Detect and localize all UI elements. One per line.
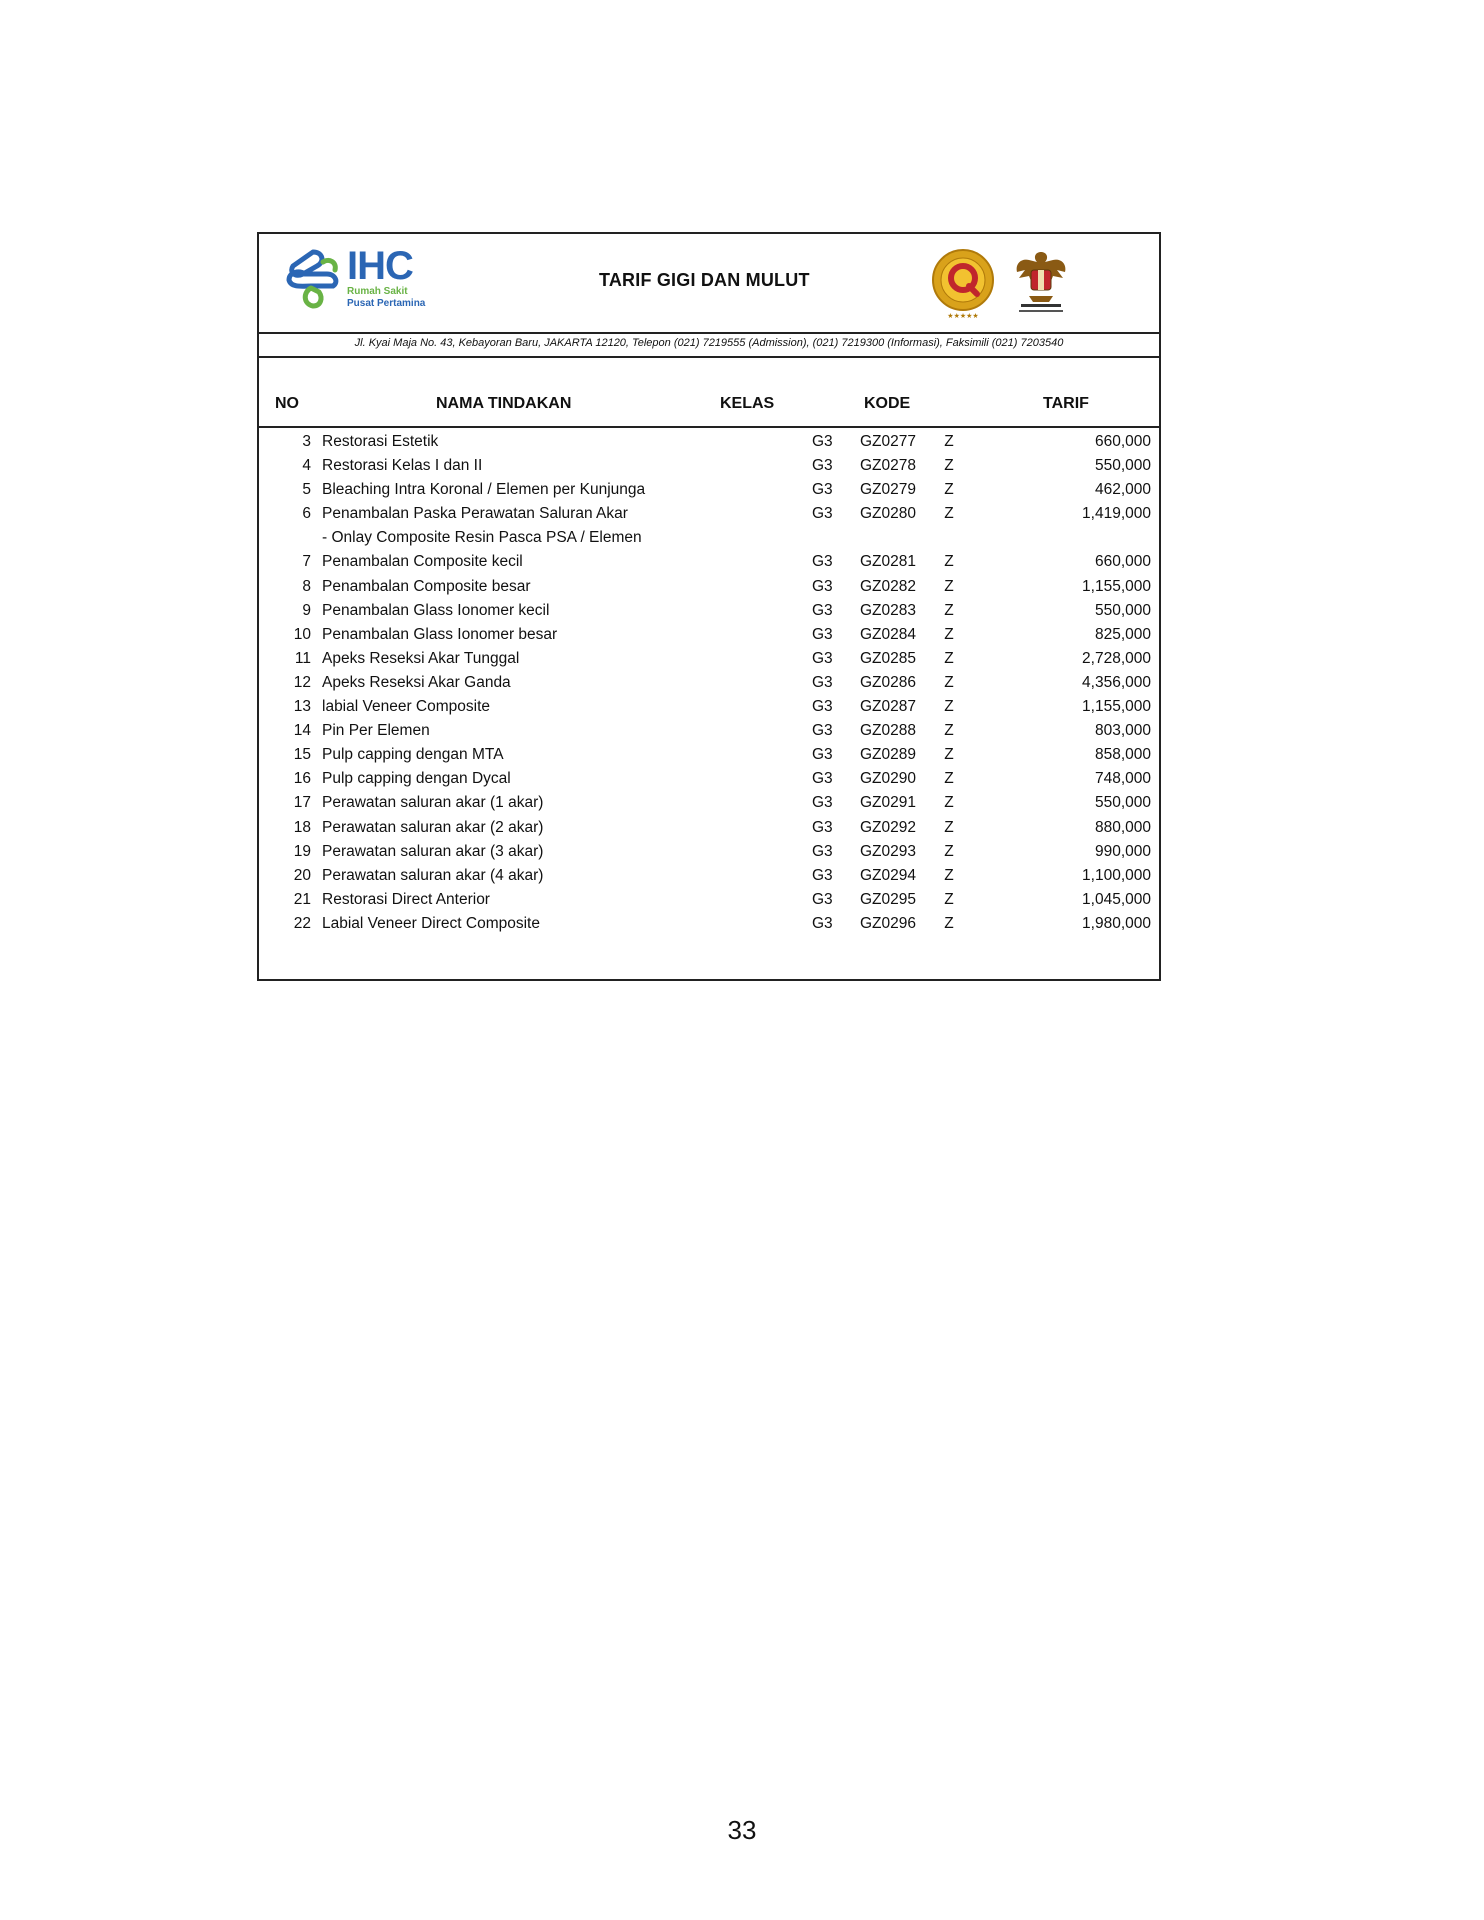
document-title: TARIF GIGI DAN MULUT <box>599 270 810 290</box>
tariff-sheet <box>257 232 1161 981</box>
cell-kelas: G3 <box>812 722 833 740</box>
cell-kode: GZ0286 <box>859 673 916 691</box>
cell-no: 3 <box>302 433 311 450</box>
cell-no: 18 <box>293 818 311 836</box>
cell-kelas: G3 <box>812 890 833 908</box>
column-header-kode: KODE <box>864 395 911 412</box>
cell-kode: GZ0289 <box>859 746 916 764</box>
table-row <box>259 719 1159 743</box>
cell-kode-suffix: Z <box>944 649 954 667</box>
cell-nama-tindakan: Perawatan saluran akar (1 akar) <box>322 794 544 812</box>
cell-no: 22 <box>293 914 311 932</box>
cell-nama-tindakan: Restorasi Direct Anterior <box>322 890 490 908</box>
cell-no: 19 <box>293 842 311 860</box>
column-header-no: NO <box>275 395 299 412</box>
hospital-logo <box>283 244 443 314</box>
cell-no: 5 <box>302 481 311 499</box>
cell-tarif: 1,155,000 <box>1082 577 1151 595</box>
cell-kode-suffix: Z <box>944 746 954 764</box>
quality-award-badge-icon <box>931 248 995 320</box>
column-header-kelas: KELAS <box>720 395 775 412</box>
page-number: 33 <box>727 1815 757 1845</box>
cell-kode-suffix: Z <box>944 818 954 836</box>
cell-kode: GZ0295 <box>859 890 916 908</box>
cell-kelas: G3 <box>812 457 833 475</box>
cell-kelas: G3 <box>812 505 833 523</box>
svg-text:★★★★★: ★★★★★ <box>947 312 979 320</box>
cell-kelas: G3 <box>812 866 833 884</box>
cell-tarif: 462,000 <box>1094 481 1151 499</box>
table-row <box>259 743 1159 767</box>
cell-nama-tindakan: Perawatan saluran akar (2 akar) <box>322 818 544 836</box>
cell-nama-tindakan: Restorasi Kelas I dan II <box>322 457 483 475</box>
cell-kode: GZ0281 <box>859 553 916 571</box>
cell-kelas: G3 <box>812 842 833 860</box>
logo-brand-text: IHC <box>347 244 413 288</box>
cell-kelas: G3 <box>812 577 833 595</box>
cell-kode-suffix: Z <box>944 842 954 860</box>
cell-kode: GZ0282 <box>859 577 916 595</box>
cell-kode: GZ0294 <box>859 866 916 884</box>
cell-tarif: 803,000 <box>1094 722 1151 740</box>
cell-no: 4 <box>302 457 311 475</box>
cell-nama-tindakan: Pulp capping dengan MTA <box>322 746 504 764</box>
header-divider <box>259 426 1159 428</box>
cell-nama-tindakan: Pin Per Elemen <box>322 722 430 740</box>
table-row <box>259 864 1159 888</box>
cell-kode: GZ0291 <box>859 794 916 812</box>
cell-kode: GZ0293 <box>859 842 916 860</box>
cell-no: 11 <box>294 649 311 667</box>
cell-kelas: G3 <box>812 914 833 932</box>
cell-nama-tindakan: Labial Veneer Direct Composite <box>322 914 540 932</box>
table-row <box>259 430 1159 454</box>
column-header-nama-tindakan: NAMA TINDAKAN <box>436 395 572 412</box>
cell-tarif: 1,419,000 <box>1082 505 1151 523</box>
cell-nama-tindakan: Penambalan Composite besar <box>322 577 531 595</box>
cell-kode-suffix: Z <box>944 890 954 908</box>
cell-kode-suffix: Z <box>944 914 954 932</box>
cell-kelas: G3 <box>812 818 833 836</box>
tariff-table-body <box>259 430 1159 936</box>
table-row <box>259 888 1159 912</box>
cell-nama-tindakan: Pulp capping dengan Dycal <box>322 770 511 788</box>
cell-nama-tindakan: labial Veneer Composite <box>322 698 491 716</box>
cell-no: 6 <box>302 505 311 523</box>
cell-kode: GZ0277 <box>859 433 916 450</box>
logo-subtitle-1: Rumah Sakit <box>347 286 408 297</box>
cell-no: 12 <box>293 673 311 691</box>
cell-nama-tindakan: Apeks Reseksi Akar Tunggal <box>322 649 520 667</box>
cell-tarif: 4,356,000 <box>1082 673 1151 691</box>
cell-tarif: 2,728,000 <box>1082 649 1151 667</box>
cell-no: 16 <box>293 770 311 788</box>
garuda-emblem-icon <box>1011 246 1071 320</box>
cell-kelas: G3 <box>812 601 833 619</box>
cell-tarif: 1,045,000 <box>1082 890 1151 908</box>
cell-kode-suffix: Z <box>944 794 954 812</box>
cell-no: 7 <box>302 553 311 571</box>
cell-kode-suffix: Z <box>944 553 954 571</box>
cell-tarif: 550,000 <box>1094 794 1151 812</box>
cell-kode: GZ0278 <box>859 457 916 475</box>
table-row <box>259 599 1159 623</box>
cell-tarif: 1,155,000 <box>1082 698 1151 716</box>
cell-kelas: G3 <box>812 746 833 764</box>
table-row <box>259 478 1159 502</box>
cell-kode-suffix: Z <box>944 481 954 499</box>
table-row <box>259 550 1159 574</box>
logo-subtitle-2: Pusat Pertamina <box>347 298 426 309</box>
sheet-header <box>259 234 1159 334</box>
table-row <box>259 623 1159 647</box>
cell-kode: GZ0280 <box>859 505 916 523</box>
cell-tarif: 748,000 <box>1094 770 1151 788</box>
cell-tarif: 660,000 <box>1094 433 1151 450</box>
cell-no: 10 <box>293 625 311 643</box>
table-row <box>259 767 1159 791</box>
cell-no: 14 <box>293 722 311 740</box>
cell-nama-tindakan: Perawatan saluran akar (4 akar) <box>322 866 544 884</box>
cell-kelas: G3 <box>812 649 833 667</box>
table-row <box>259 816 1159 840</box>
cell-kode-suffix: Z <box>944 457 954 475</box>
cell-kode: GZ0287 <box>859 698 916 716</box>
table-row <box>259 502 1159 526</box>
cell-nama-tindakan: Restorasi Estetik <box>322 433 439 450</box>
cell-no: 13 <box>293 698 311 716</box>
cell-nama-tindakan: Penambalan Composite kecil <box>322 553 523 571</box>
table-row <box>259 840 1159 864</box>
cell-kelas: G3 <box>812 553 833 571</box>
table-row <box>259 647 1159 671</box>
cell-kode: GZ0296 <box>859 914 916 932</box>
table-row <box>259 671 1159 695</box>
cell-no: 17 <box>293 794 311 812</box>
column-header-tarif: TARIF <box>1043 395 1089 412</box>
cell-kode-suffix: Z <box>944 625 954 643</box>
cell-tarif: 1,100,000 <box>1082 866 1151 884</box>
cell-nama-tindakan: Penambalan Glass Ionomer kecil <box>322 601 550 619</box>
cell-kode-suffix: Z <box>944 673 954 691</box>
ihc-cross-logo-icon <box>283 248 343 310</box>
table-row <box>259 791 1159 815</box>
cell-kelas: G3 <box>812 625 833 643</box>
cell-kode: GZ0283 <box>859 601 916 619</box>
cell-kelas: G3 <box>812 433 833 450</box>
cell-kelas: G3 <box>812 698 833 716</box>
cell-tarif: 1,980,000 <box>1082 914 1151 932</box>
cell-tarif: 990,000 <box>1094 842 1151 860</box>
cell-tarif: 550,000 <box>1094 457 1151 475</box>
cell-tarif: 550,000 <box>1094 601 1151 619</box>
cell-nama-tindakan: Apeks Reseksi Akar Ganda <box>322 673 511 691</box>
table-row <box>259 454 1159 478</box>
cell-kode-suffix: Z <box>944 433 954 450</box>
cell-tarif: 858,000 <box>1094 746 1151 764</box>
cell-nama-tindakan: - Onlay Composite Resin Pasca PSA / Elemen <box>322 529 642 547</box>
cell-kode-suffix: Z <box>944 577 954 595</box>
cell-nama-tindakan: Penambalan Paska Perawatan Saluran Akar <box>322 505 628 523</box>
cell-no: 15 <box>293 746 311 764</box>
table-row <box>259 695 1159 719</box>
cell-kode-suffix: Z <box>944 505 954 523</box>
cell-tarif: 660,000 <box>1094 553 1151 571</box>
cell-no: 20 <box>293 866 311 884</box>
cell-tarif: 825,000 <box>1094 625 1151 643</box>
cell-kode: GZ0292 <box>859 818 916 836</box>
cell-kode-suffix: Z <box>944 601 954 619</box>
cell-no: 9 <box>302 601 311 619</box>
cell-kode-suffix: Z <box>944 770 954 788</box>
hospital-address: Jl. Kyai Maja No. 43, Kebayoran Baru, JAKARTA 12120, Telepon (021) 7219555 (Admission), (021) 7219300 (Informasi), Faksimili (021) 7203540 <box>259 332 1159 358</box>
table-row <box>259 526 1159 550</box>
cell-kode: GZ0288 <box>859 722 916 740</box>
cell-kelas: G3 <box>812 673 833 691</box>
cell-kode: GZ0285 <box>859 649 916 667</box>
cell-kode-suffix: Z <box>944 722 954 740</box>
cell-kode: GZ0290 <box>859 770 916 788</box>
cell-no: 8 <box>302 577 311 595</box>
table-row <box>259 575 1159 599</box>
cell-kelas: G3 <box>812 770 833 788</box>
cell-kelas: G3 <box>812 794 833 812</box>
cell-kode-suffix: Z <box>944 866 954 884</box>
cell-kode: GZ0279 <box>859 481 916 499</box>
cell-tarif: 880,000 <box>1094 818 1151 836</box>
cell-kelas: G3 <box>812 481 833 499</box>
cell-kode-suffix: Z <box>944 698 954 716</box>
cell-nama-tindakan: Bleaching Intra Koronal / Elemen per Kunjunga <box>322 481 646 499</box>
table-row <box>259 912 1159 936</box>
cell-kode: GZ0284 <box>859 625 916 643</box>
cell-no: 21 <box>293 890 311 908</box>
cell-nama-tindakan: Penambalan Glass Ionomer besar <box>322 625 558 643</box>
cell-nama-tindakan: Perawatan saluran akar (3 akar) <box>322 842 544 860</box>
